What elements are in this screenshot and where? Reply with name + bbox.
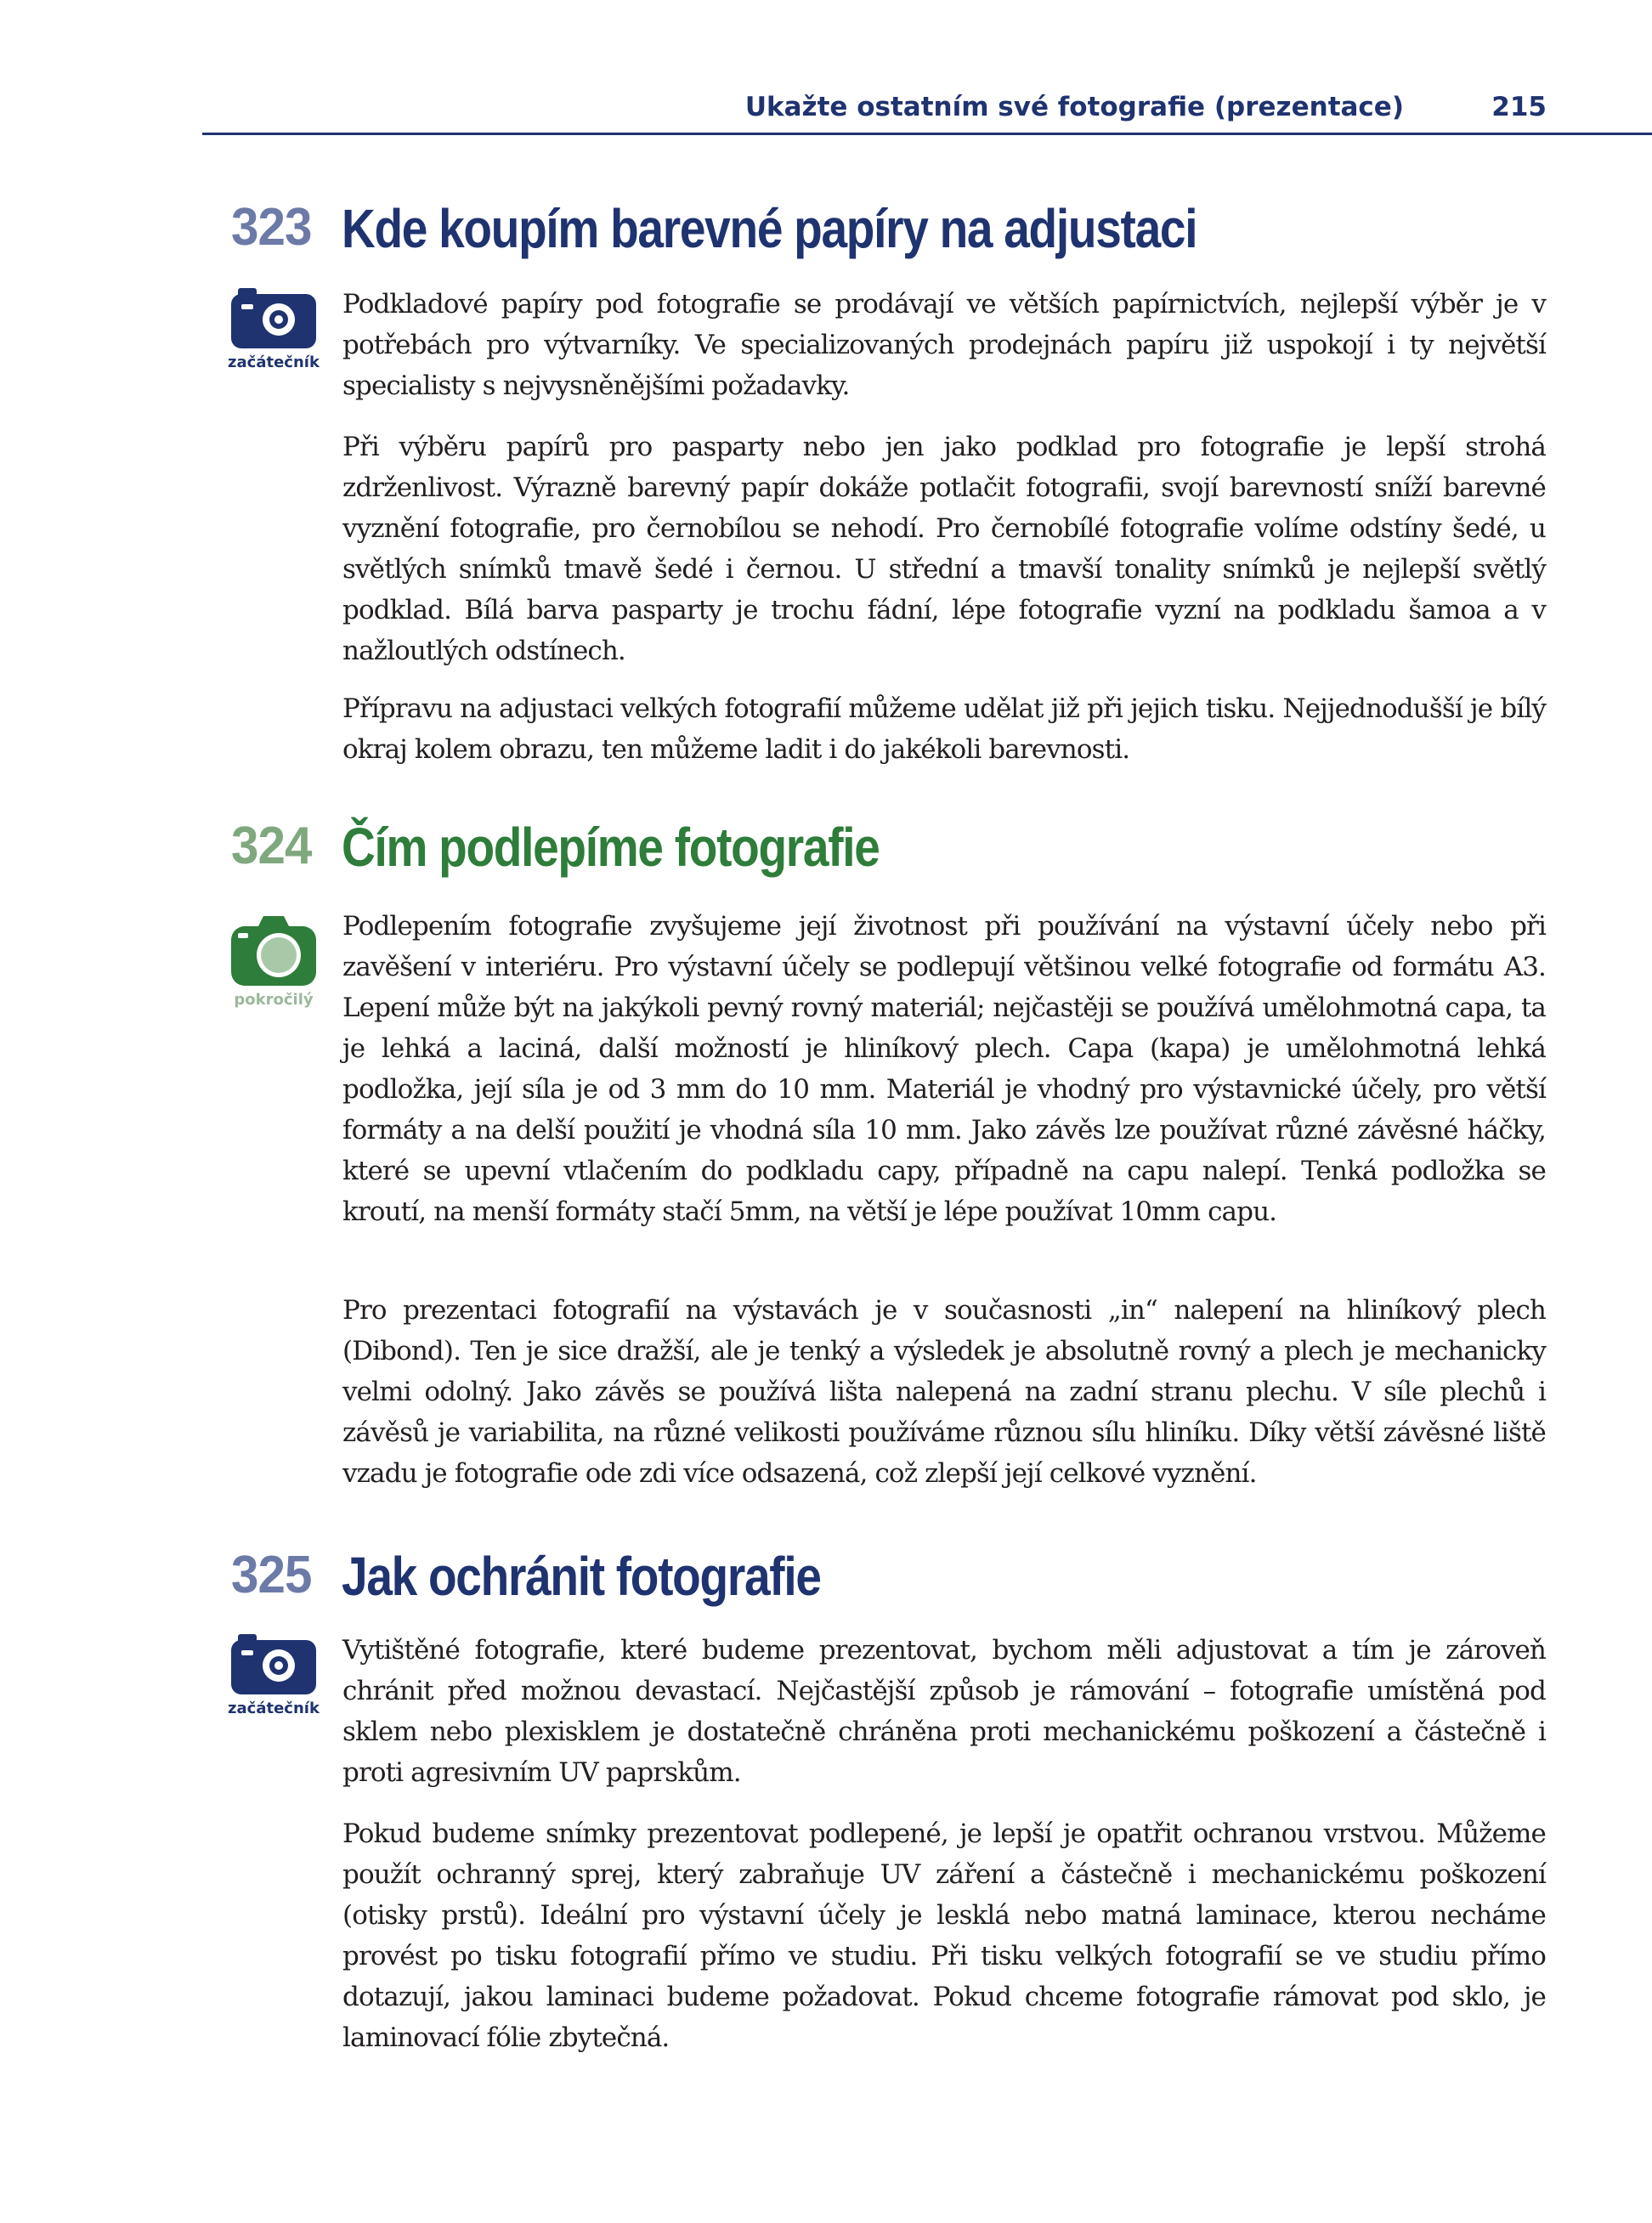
section-323-paragraph-2: Při výběru papírů pro pasparty nebo jen jako podklad pro fotografie je lepší strohá zdrženlivost. Výrazně barevný papír dokáže potlačit fotografii, svojí barevností sníží barevné vyznění fotografie, pro černobílou se nehodí. Pro černobílé fotografie volíme odstíny šedé, u světlých snímků tmavě šedé i černou. U střední a tmavší tonality snímků je nejlepší světlý podklad. Bílá barva pasparty je trochu fádní, lépe fotografie vyzní na podkladu šamoa a v nažloutlých odstínech. <box>342 432 1546 666</box>
section-325-paragraph-2: Pokud budeme snímky prezentovat podlepené, je lepší je opatřit ochranou vrstvou. Můžeme použít ochranný sprej, který zabraňuje UV záření a částečně i mechanickému poškození (otisky prstů). Ideální pro výstavní účely je lesklá nebo matná laminace, kterou necháme provést po tisku fotografií přímo ve studiu. Při tisku velkých fotografií se ve studiu přímo dotazují, jakou laminaci budeme požadovat. Pokud chceme fotografie rámovat pod sklo, je laminovací fólie zbytečná. <box>342 1819 1546 2053</box>
section-323-title: Kde koupím barevné papíry na adjustaci <box>342 198 1197 259</box>
difficulty-label: začátečník <box>228 1700 320 1717</box>
difficulty-badge-beginner <box>223 286 325 371</box>
camera-icon <box>229 1632 318 1696</box>
difficulty-badge-advanced <box>223 914 325 1009</box>
header-rule <box>202 133 1652 135</box>
camera-icon <box>229 286 318 350</box>
section-323-number: 323 <box>231 198 312 257</box>
running-header-title: Ukažte ostatním své fotografie (prezentace) <box>744 92 1404 122</box>
section-324-paragraph-1: Podlepením fotografie zvyšujeme její životnost při používání na výstavní účely nebo při zavěšení v interiéru. Pro výstavní účely se podlepují většinou velké fotografie od formátu A3. Lepení může být na jakýkoli pevný rovný materiál; nejčastěji se používá umělohmotná capa, ta je lehká a laciná, další možností je hliníkový plech. Capa (kapa) je umělohmotná lehká podložka, její síla je od 3 mm do 10 mm. Materiál je vhodný pro výstavnické účely, pro větší formáty a na delší použití je vhodná síla 10 mm. Jako závěs lze používat různé závěsné háčky, které se upevní vtlačením do podkladu capy, případně na capu nalepí. Tenká podložka se kroutí, na menší formáty stačí 5mm, na větší je lépe používat 10mm capu. <box>342 911 1546 1227</box>
difficulty-label: pokročilý <box>234 991 314 1009</box>
section-324-title: Čím podlepíme fotografie <box>342 817 880 878</box>
page-number: 215 <box>1491 92 1547 122</box>
section-325-number: 325 <box>231 1546 312 1604</box>
section-325-title: Jak ochránit fotografie <box>342 1546 821 1607</box>
camera-icon <box>229 914 318 987</box>
section-324-number: 324 <box>231 817 312 875</box>
section-323-paragraph-1: Podkladové papíry pod fotografie se prodávají ve větších papírnictvích, nejlepší výběr je v potřebách pro výtvarníky. Ve specializovaných prodejnách papíru již uspokojí i ty největší specialisty s nejvysněnějšími požadavky. <box>342 289 1546 401</box>
section-324-paragraph-2: Pro prezentaci fotografií na výstavách je v současnosti „in“ nalepení na hliníkový plech (Dibond). Ten je sice dražší, ale je tenký a výsledek je absolutně rovný a plech je mechanicky velmi odolný. Jako závěs se používá lišta nalepená na zadní stranu plechu. V síle plechů i závěsů je variabilita, na různé velikosti používáme různou sílu hliníku. Díky větší závěsné liště vzadu je fotografie ode zdi více odsazená, což zlepší její celkové vyznění. <box>342 1295 1546 1489</box>
section-323-paragraph-3: Přípravu na adjustaci velkých fotografií můžeme udělat již při jejich tisku. Nejjednodušší je bílý okraj kolem obrazu, ten můžeme ladit i do jakékoli barevnosti. <box>342 693 1546 765</box>
difficulty-badge-beginner <box>223 1632 325 1717</box>
section-325-paragraph-1: Vytištěné fotografie, které budeme prezentovat, bychom měli adjustovat a tím je zároveň chránit před možnou devastací. Nejčastější způsob je rámování – fotografie umístěná pod sklem nebo plexisklem je dostatečně chráněna proti mechanickému poškození a částečně i proti agresivním UV paprskům. <box>342 1635 1546 1788</box>
difficulty-label: začátečník <box>228 354 320 371</box>
